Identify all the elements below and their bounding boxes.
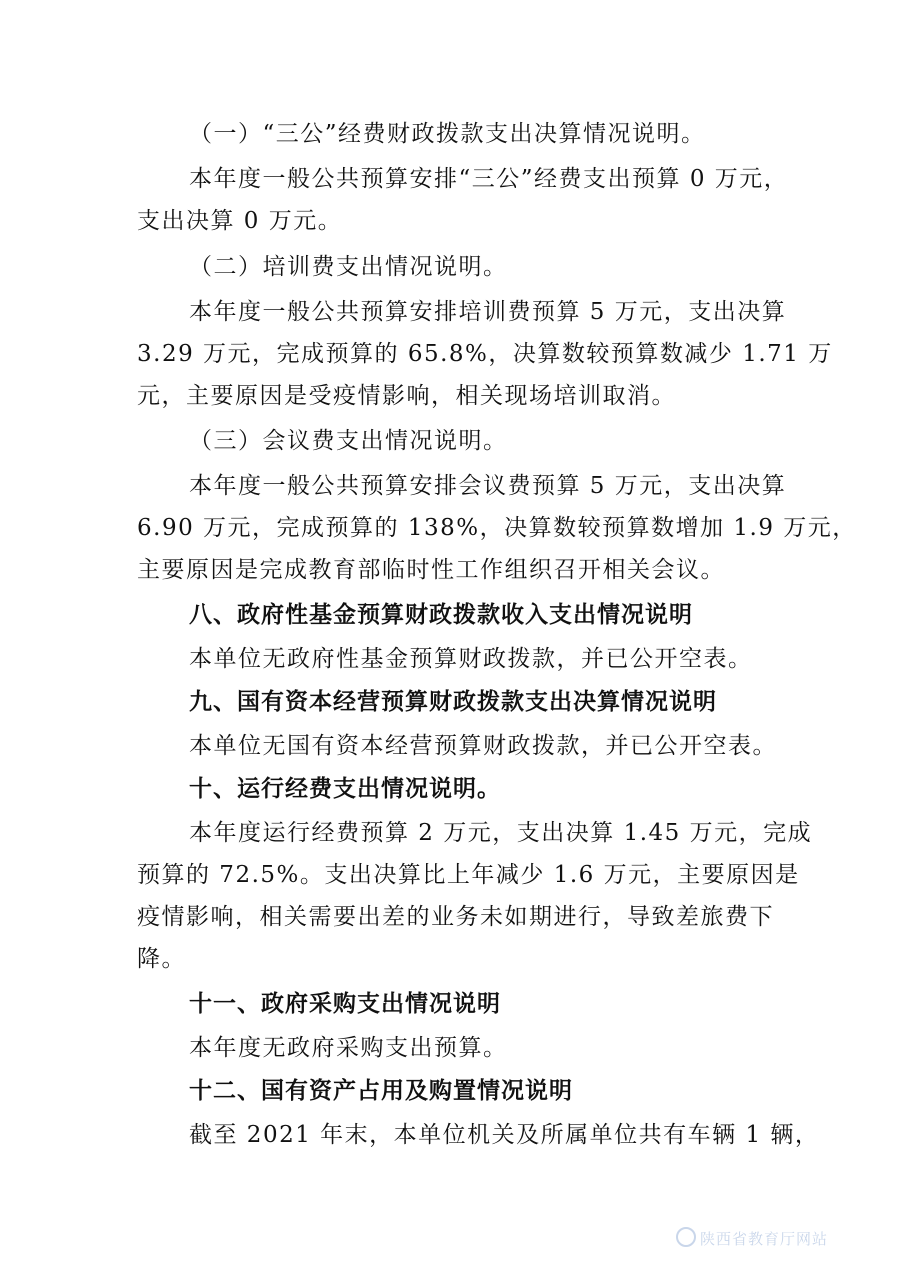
section-heading-government-fund: 八、政府性基金预算财政拨款收入支出情况说明 <box>189 602 693 628</box>
section-heading-procurement: 十一、政府采购支出情况说明 <box>189 991 501 1017</box>
paragraph-line: 6.90 万元，完成预算的 138%，决算数较预算数增加 1.9 万元， <box>137 515 857 541</box>
watermark-logo-icon <box>676 1227 696 1247</box>
paragraph-line: 本年度一般公共预算安排培训费预算 5 万元，支出决算 <box>189 299 787 325</box>
section-heading-state-capital: 九、国有资本经营预算财政拨款支出决算情况说明 <box>189 689 717 715</box>
section-heading-operating-expenses: 十、运行经费支出情况说明。 <box>189 776 501 802</box>
paragraph-line: 3.29 万元，完成预算的 65.8%，决算数较预算数减少 1.71 万 <box>137 341 833 367</box>
paragraph-line: 支出决算 0 万元。 <box>137 208 343 234</box>
paragraph-line: 本年度运行经费预算 2 万元，支出决算 1.45 万元，完成 <box>189 820 813 846</box>
paragraph-line: 截至 2021 年末，本单位机关及所属单位共有车辆 1 辆， <box>189 1122 820 1148</box>
watermark-text: 陕西省教育厅网站 <box>700 1230 829 1248</box>
subheading-training-expenses: （二）培训费支出情况说明。 <box>189 254 508 280</box>
paragraph-line: 本年度一般公共预算安排“三公”经费支出预算 0 万元， <box>189 166 789 192</box>
paragraph-line: 降。 <box>137 946 186 972</box>
paragraph-line: 预算的 72.5%。支出决算比上年减少 1.6 万元，主要原因是 <box>137 862 800 888</box>
paragraph-line: 本年度无政府采购支出预算。 <box>189 1035 508 1061</box>
paragraph-line: 本年度一般公共预算安排会议费预算 5 万元，支出决算 <box>189 473 787 499</box>
paragraph-line: 主要原因是完成教育部临时性工作组织召开相关会议。 <box>137 557 725 583</box>
paragraph-line: 疫情影响，相关需要出差的业务未如期进行，导致差旅费下 <box>137 904 774 930</box>
paragraph-line: 本单位无国有资本经营预算财政拨款，并已公开空表。 <box>189 733 777 759</box>
paragraph-line: 元，主要原因是受疫情影响，相关现场培训取消。 <box>137 383 676 409</box>
subheading-three-public-expenses: （一）“三公”经费财政拨款支出决算情况说明。 <box>189 121 706 147</box>
subheading-meeting-expenses: （三）会议费支出情况说明。 <box>189 428 508 454</box>
section-heading-state-assets: 十二、国有资产占用及购置情况说明 <box>189 1078 573 1104</box>
paragraph-line: 本单位无政府性基金预算财政拨款，并已公开空表。 <box>189 646 753 672</box>
